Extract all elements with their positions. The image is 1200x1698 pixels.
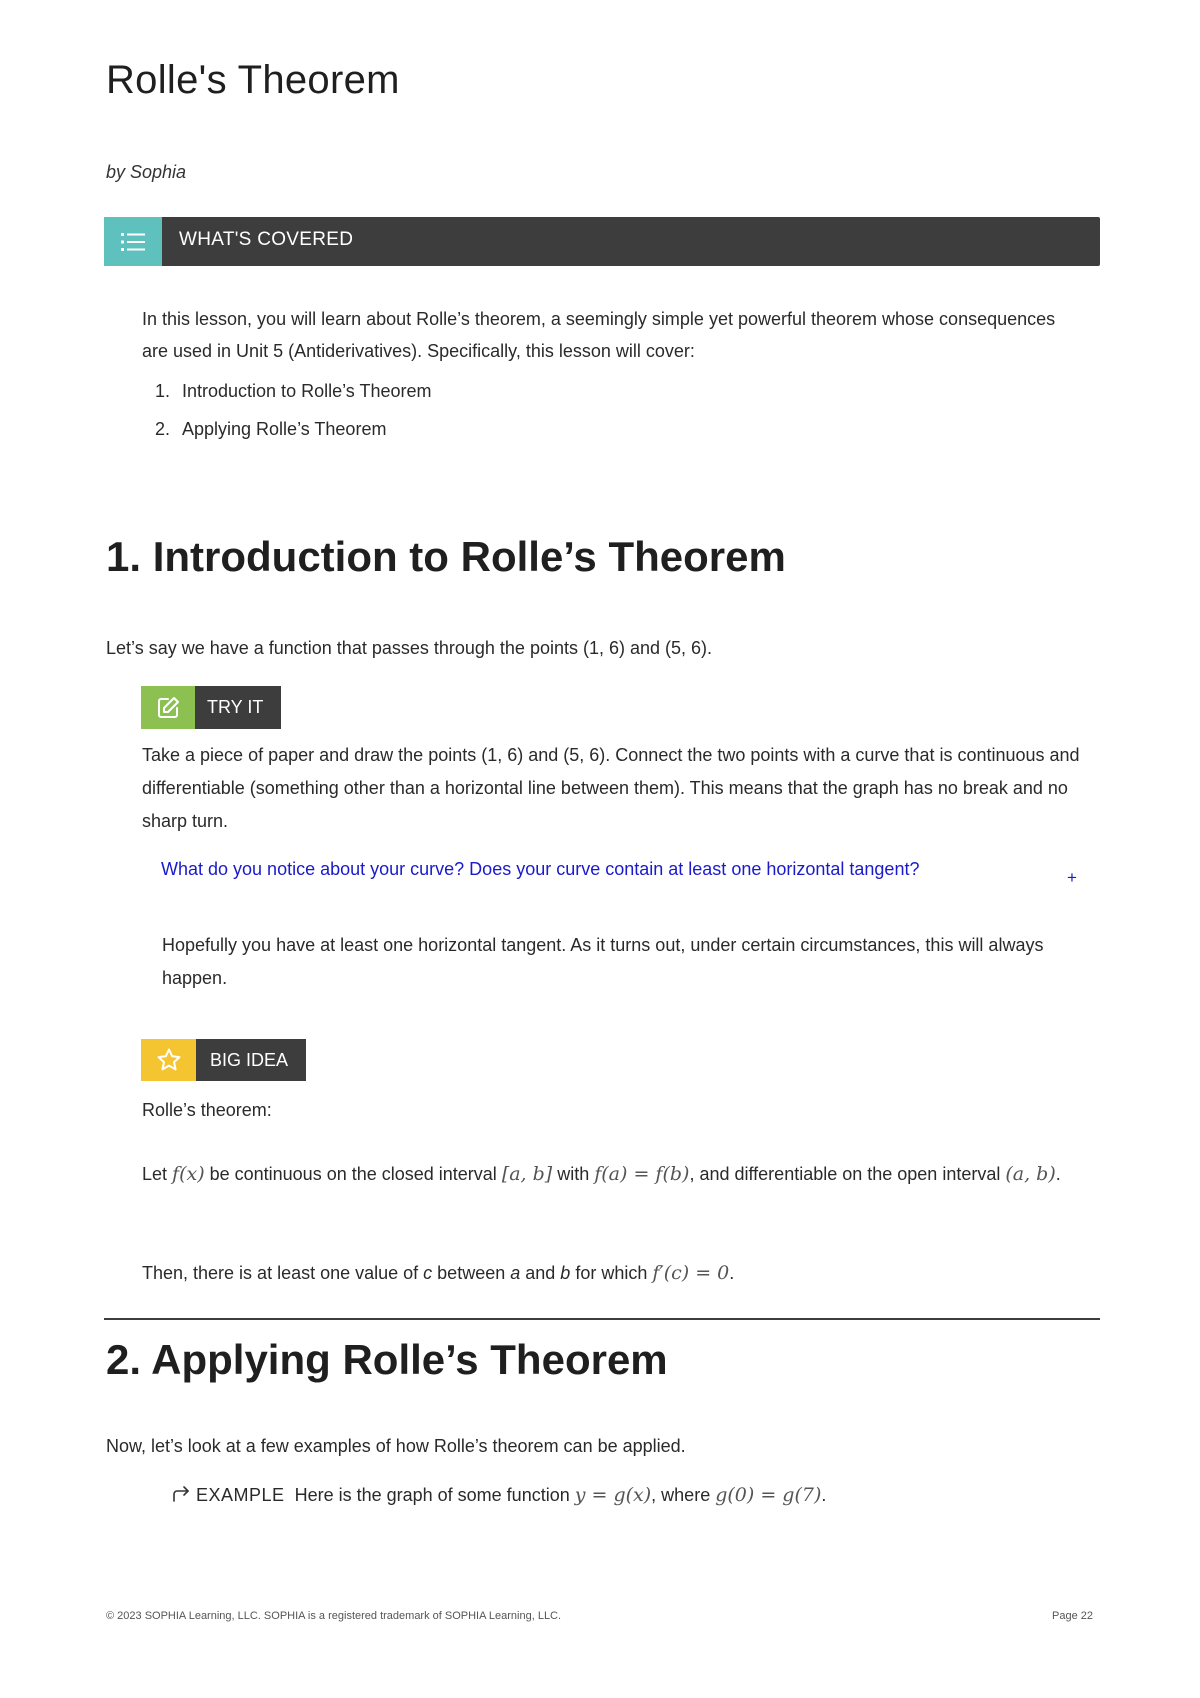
example-label: EXAMPLE	[196, 1485, 285, 1505]
theorem-heading: Rolle’s theorem:	[142, 1100, 272, 1120]
big-idea-label: BIG IDEA	[210, 1050, 289, 1070]
arrow-icon	[171, 1485, 196, 1505]
expand-plus-icon[interactable]: +	[1067, 868, 1077, 887]
whats-covered-label: WHAT'S COVERED	[179, 229, 354, 250]
page-number: Page 22	[1052, 1610, 1093, 1622]
list-item: 2. Applying Rolle’s Theorem	[155, 419, 387, 439]
section1-paragraph: Let’s say we have a function that passes through the points (1, 6) and (5, 6).	[106, 638, 713, 658]
byline: by Sophia	[106, 162, 187, 182]
try-it-text: Take a piece of paper and draw the points (1, 6) and (5, 6). Connect the two points with a curve that is continuous and differentiable (something other than a horizontal line between them). This means that the graph has no break and no sharp turn.	[142, 745, 1080, 831]
section-divider	[104, 1318, 1100, 1320]
question-answer: Hopefully you have at least one horizontal tangent. As it turns out, under certain circumstances, this will always happen.	[162, 935, 1044, 988]
expandable-question[interactable]: What do you notice about your curve? Does your curve contain at least one horizontal tangent?	[161, 859, 920, 879]
lesson-intro: In this lesson, you will learn about Rolle’s theorem, a seemingly simple yet powerful theorem whose consequences are used in Unit 5 (Antiderivatives). Specifically, this lesson will cover:	[142, 309, 1056, 361]
list-item: 1. Introduction to Rolle’s Theorem	[155, 381, 432, 401]
try-it-label: TRY IT	[207, 697, 264, 717]
footer-copyright: © 2023 SOPHIA Learning, LLC. SOPHIA is a registered trademark of SOPHIA Learning, LLC.	[106, 1610, 562, 1622]
theorem-conclusion: Then, there is at least one value of c between a and b for which f′(c) = 0.	[142, 1262, 735, 1284]
section-heading-introduction: 1. Introduction to Rolle’s Theorem	[106, 533, 786, 580]
page-title: Rolle's Theorem	[106, 58, 400, 102]
example-line: EXAMPLE Here is the graph of some function y = g(x), where g(0) = g(7).	[171, 1484, 826, 1506]
list-icon	[104, 217, 162, 266]
pencil-edit-icon	[141, 686, 195, 729]
theorem-statement: Let f(x) be continuous on the closed interval [a, b] with f(a) = f(b), and differentiable on the open interval (a, b).	[142, 1163, 1061, 1185]
section2-paragraph: Now, let’s look at a few examples of how Rolle’s theorem can be applied.	[106, 1436, 686, 1456]
covered-list	[155, 372, 431, 448]
star-icon	[141, 1039, 196, 1081]
section-heading-applying: 2. Applying Rolle’s Theorem	[106, 1336, 668, 1383]
